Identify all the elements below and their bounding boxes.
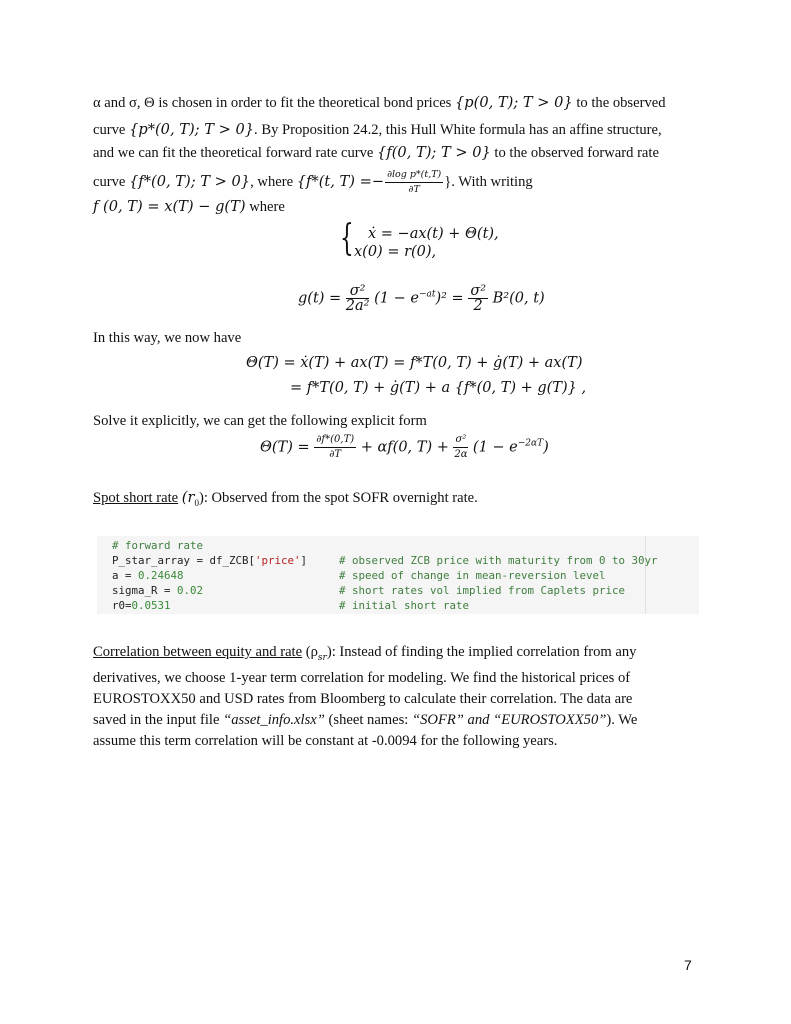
correlation-line-5: assume this term correlation will be constant at -0.0094 for the following years. bbox=[93, 733, 558, 749]
g-equation: g(t) = $\frac{\text{σ²}}{\text{2a²}}$ $(1 - e^{-at})^2$ = $\frac{\text{σ²}}{2}$ B²(0, t) bbox=[298, 283, 545, 314]
paragraph-line-1: α and σ, Θ is chosen in order to fit the theoretical bond prices {p(0, T); T > 0} to the observed bbox=[93, 94, 666, 111]
code-comment-5: # initial short rate bbox=[339, 599, 470, 612]
code-comment-3: # speed of change in mean-reversion level bbox=[339, 569, 606, 582]
document-page: α and σ, Θ is chosen in order to fit the theoretical bond prices {p(0, T); T > 0} to the observed curve {p*(0, T); T > 0}. By Proposition 24.2, this Hull White formula has an affine structure, and we can fit the theoretical forward rate curve {f(0, T); T > 0} to the observed forward rate curve {f*(0, T); T > 0}, where {f*(t, T) =− $\frac{\text{∂log p*(t,T)}}{\partial T}$ }. With writing f (0, T) = x(T) − g(T) where { ẋ = −ax(t) + Θ(t), x(0) = r(0), g(t) = $\frac{\text{σ²}}{\text{2a²}}$ $(1 - e^{-at})^2$ = $\frac{\text{σ²}}{2}$ B²(0, t) In this way, we now have Θ(T) = ẋ(T) + ax(T) = f*T(0, T) + ġ(T) + ax(T) = f*T(0, T) + ġ(T) + a {f*(0, T) + g(T)} , Solve it explicitly, we can get the following explicit form Θ(T) = $\frac{\partial f*(0,T)}{\partial T}$ + αf(0, T) + $\frac{\text{σ²}}{2\alpha}$ $(1 - e^{-2\alpha T})$ Spot short rate $(r_0)$: Observed from the spot SOFR overnight rate. # forward rate P_star_array = df_ZCB['price'] # observed ZCB price with maturity from 0 to 30yr a = 0.24648 # speed of change in mean-reversion level sigma_R = 0.02 # short rates vol implied from Caplets price r0=0.0531 # initial short rate Correlation between equity and rate $(\rho_{sr})$: Instead of finding the implied correlation from any derivatives, we choose 1-year term correlation for modeling. We find the historical prices of EUROSTOXX50 and USD rates from Bloomberg to calculate their correlation. The data are saved in the input file “asset_info.xlsx” (sheet names: “SOFR” and “EUROSTOXX50”). We assume this term correlation will be constant at -0.0094 for the following years. 7 bbox=[0, 0, 791, 1024]
correlation-line-1: Correlation between equity and rate $(\rho_{sr})$: Instead of finding the implied correlation from any bbox=[93, 644, 637, 663]
code-line-1: # forward rate bbox=[112, 539, 204, 552]
correlation-line-3: EUROSTOXX50 and USD rates from Bloomberg to calculate their correlation. The data are bbox=[93, 691, 633, 707]
correlation-line-2: derivatives, we choose 1-year term correlation for modeling. We find the historical prices of bbox=[93, 670, 631, 686]
theta-equation-line-1: Θ(T) = ẋ(T) + ax(T) = f*T(0, T) + ġ(T) + ax(T) bbox=[246, 355, 583, 371]
ode-row-1: ẋ = −ax(t) + Θ(t), bbox=[368, 226, 499, 242]
paragraph-line-5: f (0, T) = x(T) − g(T) where bbox=[93, 198, 285, 215]
explicit-form-equation: Θ(T) = $\frac{\partial f*(0,T)}{\partial T}$ + αf(0, T) + $\frac{\text{σ²}}{2\alpha}$ $(1 - e^{-2\alpha T})$ bbox=[260, 434, 549, 460]
code-block bbox=[97, 536, 699, 614]
code-line-5: r0=0.0531 bbox=[112, 599, 171, 612]
code-line-4: sigma_R = 0.02 bbox=[112, 584, 204, 597]
in-this-way-text: In this way, we now have bbox=[93, 330, 242, 346]
code-separator bbox=[645, 536, 646, 614]
theta-equation-line-2: = f*T(0, T) + ġ(T) + a {f*(0, T) + g(T)} , bbox=[290, 380, 587, 396]
spot-rate-line: Spot short rate $(r_0)$: Observed from the spot SOFR overnight rate. bbox=[93, 489, 478, 508]
page-number: 7 bbox=[684, 957, 692, 973]
ode-row-2: x(0) = r(0), bbox=[354, 244, 437, 260]
code-comment-4: # short rates vol implied from Caplets price bbox=[339, 584, 626, 597]
paragraph-line-3: and we can fit the theoretical forward rate curve {f(0, T); T > 0} to the observed forward rate bbox=[93, 144, 659, 161]
correlation-line-4: saved in the input file “asset_info.xlsx” (sheet names: “SOFR” and “EUROSTOXX50”). We bbox=[93, 712, 638, 728]
paragraph-line-4: curve {f*(0, T); T > 0}, where {f*(t, T) =− $\frac{\text{∂log p*(t,T)}}{\partial T}$ }. With writing bbox=[93, 169, 533, 195]
solve-text: Solve it explicitly, we can get the following explicit form bbox=[93, 413, 427, 429]
spot-rate-label: Spot short rate bbox=[93, 490, 179, 506]
code-line-3: a = 0.24648 bbox=[112, 569, 184, 582]
code-line-2: P_star_array = df_ZCB['price'] bbox=[112, 554, 308, 567]
correlation-label: Correlation between equity and rate bbox=[93, 644, 303, 660]
code-comment-2: # observed ZCB price with maturity from 0 to 30yr bbox=[339, 554, 658, 567]
paragraph-line-2: curve {p*(0, T); T > 0}. By Proposition 24.2, this Hull White formula has an affine structure, bbox=[93, 121, 662, 138]
